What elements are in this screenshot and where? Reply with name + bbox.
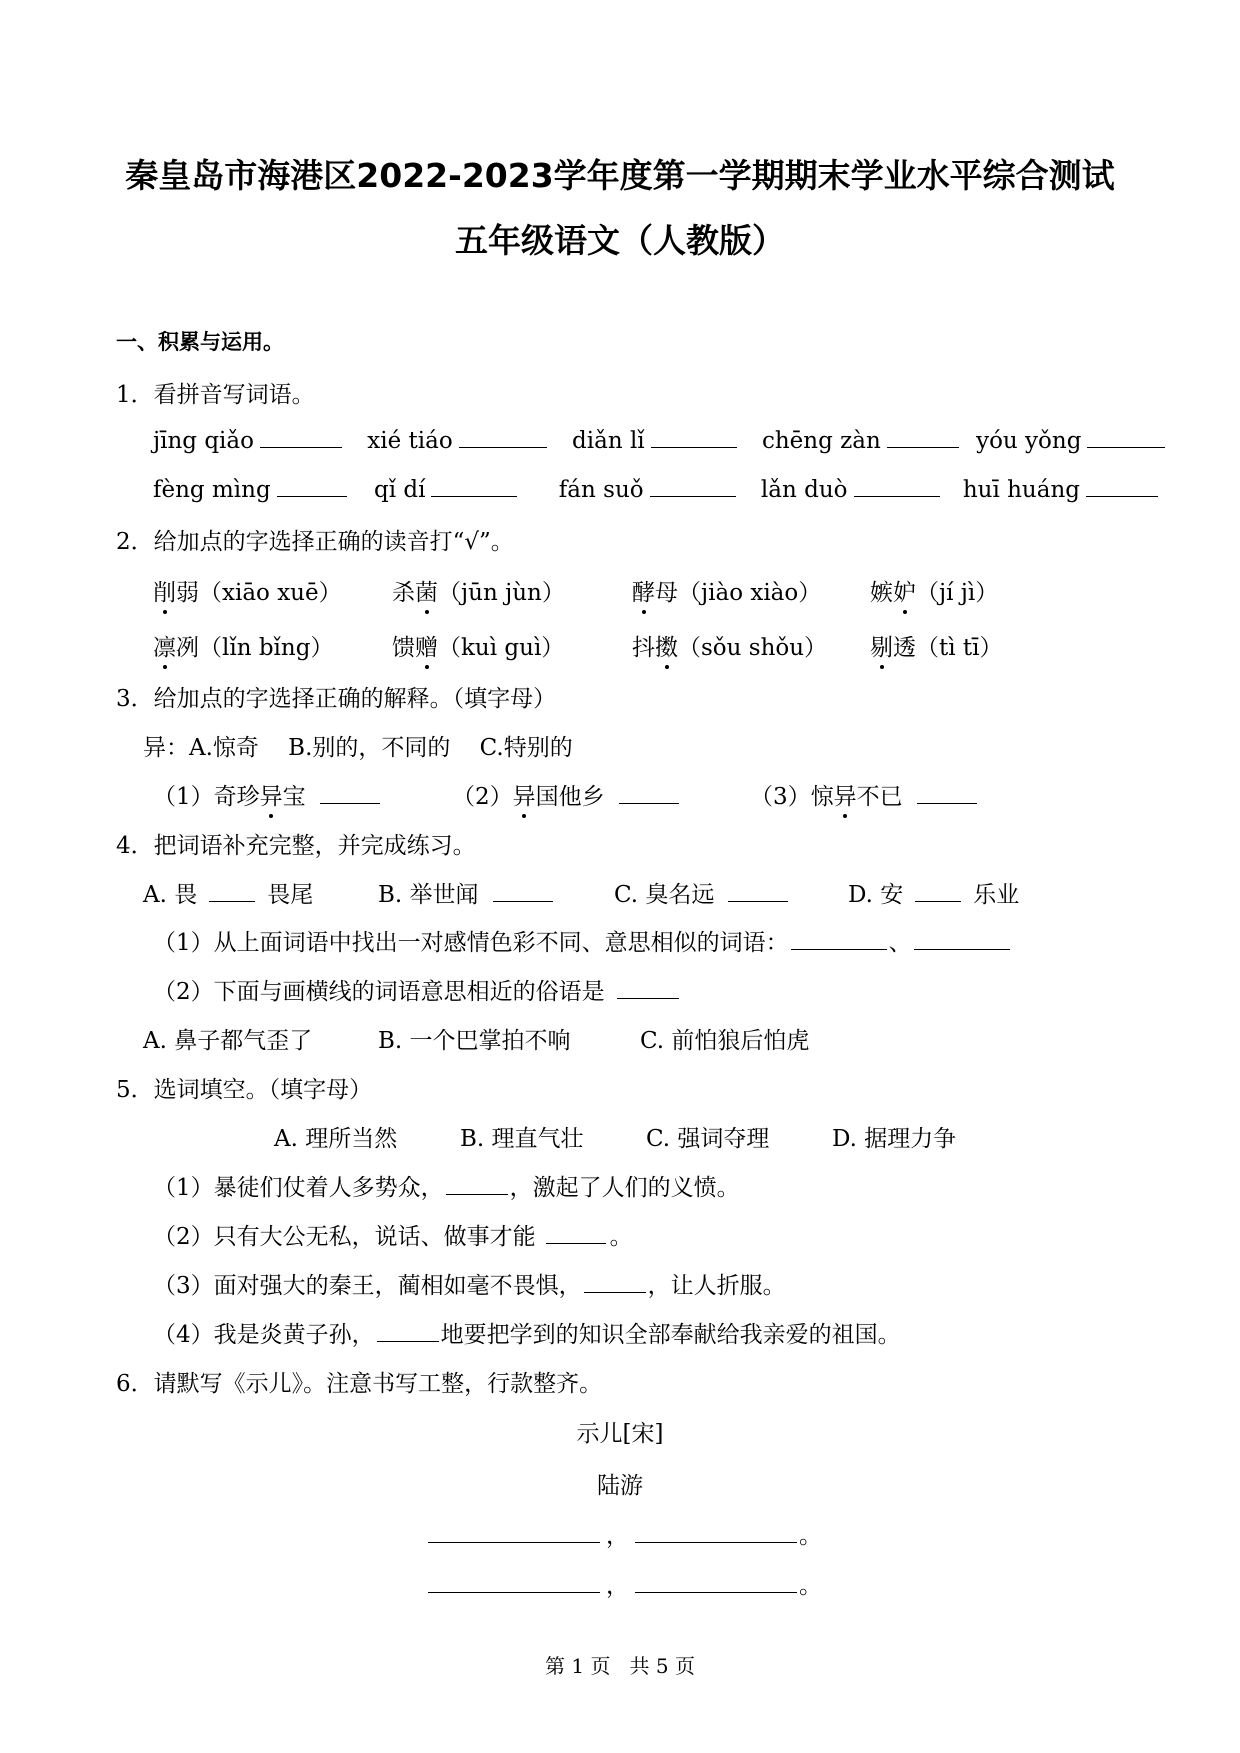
answer-blank[interactable]: [617, 976, 679, 999]
idiom-item: D. 安 乐业: [848, 876, 1019, 909]
reading-item[interactable]: 凛冽（lǐn bǐng）: [153, 629, 333, 662]
idiom-item: A. 畏 畏尾: [143, 876, 313, 909]
answer-blank[interactable]: [584, 1270, 646, 1293]
answer-blank[interactable]: [619, 781, 679, 804]
word-option: B. 理直气壮: [460, 1126, 584, 1152]
answer-blank[interactable]: [1087, 425, 1165, 448]
answer-blank[interactable]: [320, 781, 380, 804]
exam-subtitle: 五年级语文（人教版）: [455, 221, 785, 260]
answer-blank[interactable]: [1086, 474, 1158, 497]
reading-item[interactable]: 抖擞（sǒu shǒu）: [632, 629, 827, 662]
reading-item[interactable]: 削弱（xiāo xuē）: [153, 574, 342, 607]
idiom-item: C. 臭名远: [614, 876, 794, 909]
pinyin-item: fán suǒ: [558, 477, 644, 503]
answer-blank[interactable]: [854, 474, 940, 497]
reading-item[interactable]: 酵母（jiào xiào）: [632, 574, 821, 607]
answer-blank[interactable]: [260, 425, 342, 448]
reading-item[interactable]: 馈赠（kuì guì）: [392, 629, 564, 662]
pinyin-item: chēng zàn: [761, 428, 881, 454]
meaning-item: （2）异国他乡: [452, 778, 685, 811]
word-option: C. 强词夺理: [646, 1126, 770, 1152]
answer-blank[interactable]: [428, 1520, 600, 1543]
fill-sentence: （1）暴徒们仗着人多势众， ，激起了人们的义愤。: [153, 1169, 740, 1202]
question-5-stem: 5．选词填空。（填字母）: [116, 1077, 373, 1103]
fill-sentence: （3）面对强大的秦王，蔺相如毫不畏惧， ，让人折服。: [153, 1267, 786, 1300]
poem-line: ， 。: [428, 1517, 822, 1550]
pinyin-item: yóu yǒng: [976, 428, 1082, 454]
section-heading: 一、积累与运用。: [116, 330, 284, 354]
sub-question: （1）从上面词语中找出一对感情色彩不同、意思相似的词语： 、: [153, 924, 1012, 957]
pinyin-item: xié tiáo: [367, 428, 453, 454]
word-option: A. 理所当然: [274, 1126, 398, 1152]
reading-item[interactable]: 嫉妒（jí jì）: [870, 574, 998, 607]
idiom-item: B. 举世闻: [378, 876, 559, 909]
poem-author: 陆游: [597, 1473, 643, 1499]
question-4-stem: 4．把词语补充完整，并完成练习。: [116, 833, 476, 859]
question-2-stem: 2．给加点的字选择正确的读音打“√”。: [116, 529, 514, 555]
answer-blank[interactable]: [546, 1221, 606, 1244]
meaning-item: （1）奇珍异宝: [153, 778, 386, 811]
sub-question: （2）下面与画横线的词语意思相近的俗语是: [153, 973, 685, 1006]
answer-blank[interactable]: [915, 879, 961, 902]
definition-options: 异：A.惊奇 B.别的，不同的 C.特别的: [143, 735, 573, 761]
poem-title: 示儿[宋]: [576, 1421, 664, 1447]
answer-blank[interactable]: [431, 474, 517, 497]
page-footer: 第 1 页 共 5 页: [545, 1654, 695, 1678]
answer-blank[interactable]: [917, 781, 977, 804]
answer-blank[interactable]: [651, 425, 737, 448]
exam-title: 秦皇岛市海港区2022-2023学年度第一学期期末学业水平综合测试: [125, 156, 1115, 195]
reading-item[interactable]: 杀菌（jūn jùn）: [392, 574, 565, 607]
choice-option[interactable]: A. 鼻子都气歪了: [143, 1028, 313, 1054]
question-1-stem: 1．看拼音写词语。: [116, 382, 315, 408]
pinyin-item: jīng qiǎo: [153, 428, 254, 454]
choice-option[interactable]: C. 前怕狼后怕虎: [640, 1028, 810, 1054]
answer-blank[interactable]: [728, 879, 788, 902]
answer-blank[interactable]: [209, 879, 255, 902]
pinyin-item: qǐ dí: [374, 477, 426, 503]
reading-item[interactable]: 剔透（tì tī）: [870, 629, 1003, 662]
pinyin-item: huī huáng: [962, 477, 1080, 503]
answer-blank[interactable]: [377, 1319, 439, 1342]
meaning-item: （3）惊异不已: [750, 778, 983, 811]
pinyin-item: fèng mìng: [153, 477, 271, 503]
choice-option[interactable]: B. 一个巴掌拍不响: [378, 1028, 571, 1054]
answer-blank[interactable]: [914, 927, 1010, 950]
poem-line: ， 。: [428, 1567, 822, 1600]
pinyin-row-1: [153, 425, 1171, 454]
word-option: D. 据理力争: [832, 1126, 957, 1152]
pinyin-item: lǎn duò: [760, 477, 848, 503]
question-3-stem: 3．给加点的字选择正确的解释。（填字母）: [116, 686, 557, 712]
fill-sentence: （4）我是炎黄子孙， 地要把学到的知识全部奉献给我亲爱的祖国。: [153, 1316, 901, 1349]
answer-blank[interactable]: [650, 474, 736, 497]
pinyin-row-2: [153, 474, 1164, 503]
answer-blank[interactable]: [635, 1520, 797, 1543]
answer-blank[interactable]: [277, 474, 347, 497]
answer-blank[interactable]: [887, 425, 959, 448]
question-6-stem: 6．请默写《示儿》。注意书写工整，行款整齐。: [116, 1371, 603, 1397]
answer-blank[interactable]: [459, 425, 547, 448]
answer-blank[interactable]: [428, 1570, 600, 1593]
answer-blank[interactable]: [493, 879, 553, 902]
fill-sentence: （2）只有大公无私，说话、做事才能 。: [153, 1218, 633, 1251]
answer-blank[interactable]: [446, 1172, 508, 1195]
answer-blank[interactable]: [791, 927, 887, 950]
answer-blank[interactable]: [635, 1570, 797, 1593]
pinyin-item: diǎn lǐ: [572, 428, 645, 454]
